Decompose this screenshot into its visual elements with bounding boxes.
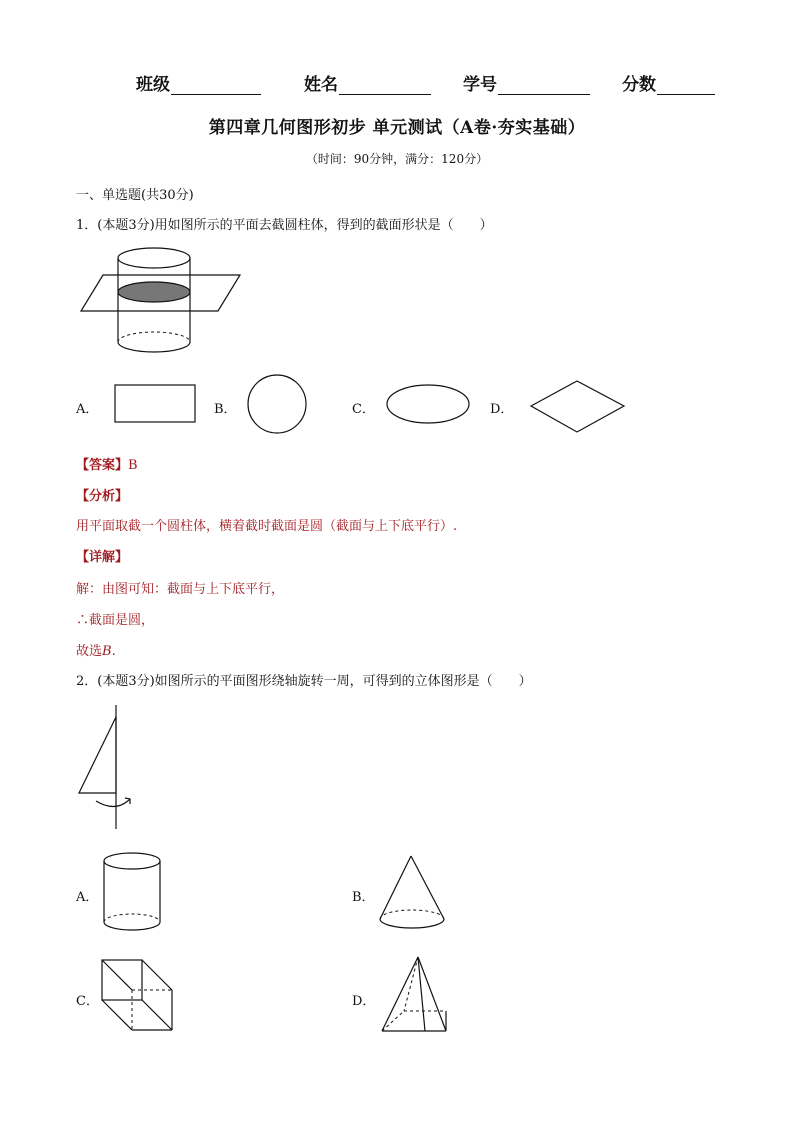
- detail-tag: 【详解】: [76, 550, 129, 565]
- score-label: 分数: [622, 75, 656, 95]
- page-title: 第四章几何图形初步 单元测试（A卷·夯实基础）: [208, 118, 586, 138]
- conclusion-prefix: 故选: [76, 644, 103, 659]
- analysis-tag: 【分析】: [76, 489, 129, 504]
- class-blank[interactable]: [171, 76, 261, 95]
- q1-option-b-label[interactable]: B．: [214, 402, 237, 417]
- conclusion-suffix: .: [111, 644, 116, 659]
- name-blank[interactable]: [339, 76, 431, 95]
- analysis-text: 用平面取截一个圆柱体，横着截时截面是圆（截面与上下底平行）.: [76, 519, 458, 534]
- answer-tag: 【答案】: [76, 458, 129, 473]
- q2-rotation-figure: [74, 705, 144, 831]
- q1-option-c-label[interactable]: C．: [352, 402, 375, 417]
- q2-option-d-label[interactable]: D．: [352, 994, 376, 1009]
- page-subtitle: （时间：90分钟，满分：120分）: [305, 152, 489, 166]
- class-label: 班级: [136, 75, 170, 95]
- detail-line-2: ∴截面是圆，: [76, 613, 155, 628]
- student-id-field[interactable]: [463, 70, 590, 95]
- q1-option-d-rhombus[interactable]: [530, 380, 626, 434]
- q1-option-a-rectangle[interactable]: [114, 384, 196, 424]
- q1-option-d-label[interactable]: D．: [490, 402, 514, 417]
- q1-option-a-label[interactable]: A．: [76, 402, 99, 417]
- q2-option-c-cube[interactable]: [100, 958, 176, 1034]
- class-field[interactable]: [136, 70, 261, 95]
- score-blank[interactable]: [657, 76, 715, 95]
- q1-option-c-ellipse[interactable]: [386, 384, 472, 426]
- q1-stem: 1．(本题3分)用如图所示的平面去截圆柱体，得到的截面形状是（ ）: [76, 218, 493, 233]
- detail-line-1: 解：由图可知：截面与上下底平行，: [76, 582, 285, 597]
- conclusion-line: [76, 640, 116, 659]
- q1-answer-line: [76, 454, 138, 473]
- student-info-row: [0, 70, 794, 96]
- q1-option-b-circle[interactable]: [247, 374, 309, 436]
- q2-option-c-label[interactable]: C．: [76, 994, 99, 1009]
- q2-stem: 2．(本题3分)如图所示的平面图形绕轴旋转一周，可得到的立体图形是（ ）: [76, 674, 532, 689]
- q2-option-b-cone[interactable]: [378, 854, 448, 934]
- student-id-label: 学号: [463, 75, 497, 95]
- name-label: 姓名: [304, 75, 338, 95]
- conclusion-choice: B: [102, 644, 112, 659]
- score-field[interactable]: [622, 70, 715, 95]
- section-heading: 一、单选题(共30分): [76, 188, 194, 203]
- name-field[interactable]: [304, 70, 431, 95]
- q2-option-b-label[interactable]: B．: [352, 890, 375, 905]
- q2-option-a-label[interactable]: A．: [76, 890, 99, 905]
- answer-value: B: [128, 458, 138, 473]
- q1-cylinder-figure: [78, 245, 243, 355]
- q2-option-d-pyramid[interactable]: [378, 955, 452, 1037]
- student-id-blank[interactable]: [498, 76, 590, 95]
- q2-option-a-cylinder[interactable]: [102, 852, 164, 932]
